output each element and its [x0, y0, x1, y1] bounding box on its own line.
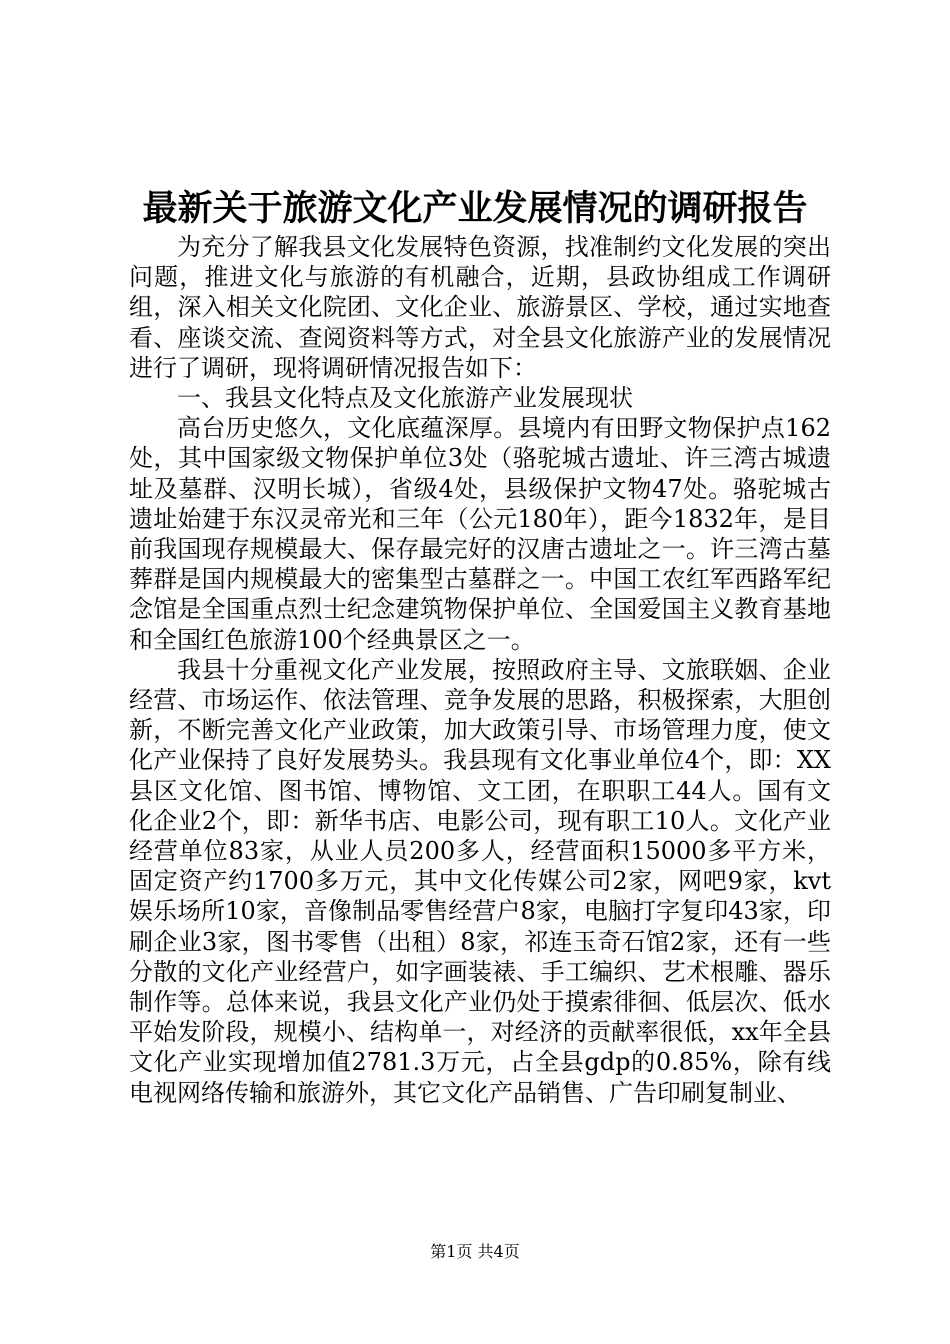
document-title: 最新关于旅游文化产业发展情况的调研报告: [142, 188, 808, 229]
industry-paragraph: 我县十分重视文化产业发展，按照政府主导、文旅联姻、企业经营、市场运作、依法管理、竞争发展的思路，积极探索，大胆创新，不断完善文化产业政策，加大政策引导、市场管理力度，使文化产业保持了良好发展势头。我县现有文化事业单位4个，即：XX县区文化馆、图书馆、博物馆、文工团，在职职工44人。国有文化企业2个，即：新华书店、电影公司，现有职工10人。文化产业经营单位83家，从业人员200多人，经营面积15000多平方米，固定资产约1700多万元，其中文化传媒公司2家，网吧9家，kvt娱乐场所10家，音像制品零售经营户8家，电脑打字复印43家，印刷企业3家，图书零售（出租）8家，祁连玉奇石馆2家，还有一些分散的文化产业经营户，如字画装裱、手工编织、艺术根雕、器乐制作等。总体来说，我县文化产业仍处于摸索徘徊、低层次、低水平始发阶段，规模小、结构单一，对经济的贡献率很低，xx年全县文化产业实现增加值2781.3万元，占全县gdp的0.85%，除有线电视网络传输和旅游外，其它文化产品销售、广告印刷复制业、: [129, 655, 831, 1107]
page-footer: 第1页 共4页: [430, 1242, 520, 1261]
document-body: [129, 232, 831, 1108]
section-heading: 一、我县文化特点及文化旅游产业发展现状: [177, 384, 633, 413]
intro-paragraph: 为充分了解我县文化发展特色资源，找准制约文化发展的突出问题，推进文化与旅游的有机融合，近期，县政协组成工作调研组，深入相关文化院团、文化企业、旅游景区、学校，通过实地查看、座谈交流、查阅资料等方式，对全县文化旅游产业的发展情况进行了调研，现将调研情况报告如下：: [129, 233, 831, 382]
history-paragraph: 高台历史悠久，文化底蕴深厚。县境内有田野文物保护点162处，其中国家级文物保护单位3处（骆驼城古遗址、许三湾古城遗址及墓群、汉明长城），省级4处，县级保护文物47处。骆驼城古遗址始建于东汉灵帝光和三年（公元180年），距今1832年，是目前我国现存规模最大、保存最完好的汉唐古遗址之一。许三湾古墓葬群是国内规模最大的密集型古墓群之一。中国工农红军西路军纪念馆是全国重点烈士纪念建筑物保护单位、全国爱国主义教育基地和全国红色旅游100个经典景区之一。: [129, 414, 831, 654]
